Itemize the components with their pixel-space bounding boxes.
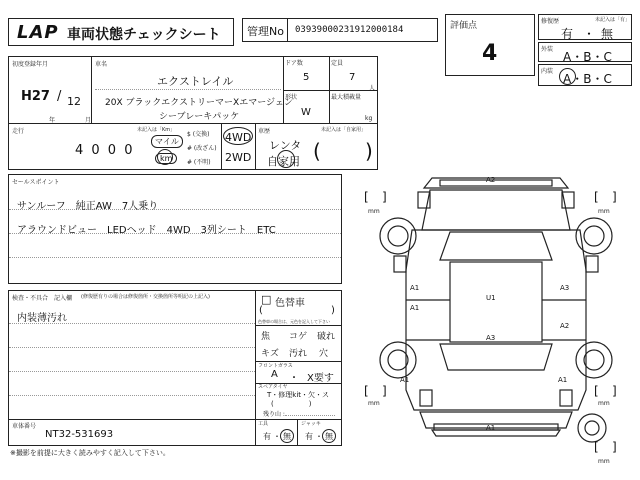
tire-front-right-bracket-close: ] — [612, 190, 617, 204]
damage-right-quarter: A1 — [558, 376, 568, 384]
usage-paren-close: ) — [365, 139, 373, 163]
windshield-a: A — [271, 369, 278, 380]
tire-front-left-bracket-close: ] — [382, 190, 387, 204]
exterior-grade: A・B・C — [563, 50, 612, 64]
capacity-label: 定員 — [331, 60, 344, 67]
tire-rear-right-mm: mm — [598, 400, 610, 407]
drive-4wd: 4WD — [225, 131, 252, 144]
tools-no: 無 — [283, 432, 291, 441]
stain-dirt: 汚れ — [289, 349, 308, 359]
chassis-label: 車体番号 — [12, 423, 37, 430]
unit-note: 未記入は「Km」 — [137, 127, 176, 133]
windshield-dot: ・ — [289, 373, 299, 384]
doors-label: ドア数 — [285, 60, 303, 67]
stain-grid — [255, 327, 341, 361]
windshield-x: X要す — [307, 373, 334, 384]
jack-no: 無 — [325, 432, 333, 441]
remaining-tread-label: 残り山 : — [263, 411, 285, 418]
tools-yes: 有 — [263, 432, 271, 441]
stain-scratch: キズ — [261, 349, 279, 359]
year-unit: 年 — [49, 117, 56, 124]
interior-grade: A・B・C — [563, 72, 612, 86]
sheet-title: 車両状態チェックシート — [67, 27, 221, 43]
tire-spare-mm: mm — [598, 458, 610, 465]
damage-rear-bumper: A1 — [486, 424, 496, 432]
inspection-box: 検査・不具合 記入欄 (修復歴有りの場合は修復箇所・交換箇所等明記の上記入) 内装薄汚れ □ 色替車 ( ) 色替車の場合は、元色を記入して下さい 焦 コゲ 破れ キズ 汚れ 穴 フロントガラス A ・ X要す スペアタイヤ T・修理kit・欠・ス ( ) 残り山 : 車体番号 NT32-531693 工具 有 ・ 無 ジャッキ 有 ・ 無 — [8, 290, 342, 446]
damage-right-rear-door: A2 — [560, 322, 570, 330]
drive-2wd: 2WD — [225, 151, 252, 164]
drive-4wd-circle — [223, 127, 253, 145]
interior-grade-circle — [559, 68, 576, 85]
exterior-label: 外装 — [541, 46, 554, 53]
jack-no-circle — [322, 429, 336, 443]
registration-month: 12 — [67, 95, 81, 108]
mileage-value: 4 0 0 0 — [75, 143, 135, 158]
odometer-tampered: # (改ざん) — [187, 145, 217, 152]
score-value: 4 — [482, 41, 498, 66]
tools-no-circle — [280, 429, 294, 443]
sales-point-1: サンルーフ 純正AW 7人乗り — [17, 201, 159, 212]
tire-rear-left-bracket: [ — [364, 384, 369, 398]
inspection-note: (修復歴有りの場合は修復箇所・交換箇所等明記の上記入) — [81, 294, 210, 300]
management-label: 管理No — [247, 25, 284, 38]
odometer-replaced: $ (交換) — [187, 131, 210, 138]
spare-tire-paren: ( ) — [271, 400, 312, 408]
jack-label: ジャッキ — [301, 421, 321, 427]
first-registration-label: 初度登録年月 — [12, 61, 49, 68]
max-load-unit: kg — [365, 115, 373, 122]
usage-label: 車歴 — [258, 128, 271, 135]
color-change-note: 色替車の場合は、元色を記入して下さい — [258, 319, 330, 324]
sales-points-label: セールスポイント — [12, 179, 60, 186]
footer-note: ※撮影を前提に大きく読みやすく記入して下さい。 — [10, 449, 170, 457]
exterior-grade-box — [538, 42, 632, 62]
tire-spare-bracket-close: ] — [612, 440, 617, 454]
usage-private: 自家用 — [267, 155, 300, 168]
vehicle-info-table — [8, 56, 378, 170]
tire-spare-bracket: [ — [594, 440, 599, 454]
month-unit: 月 — [85, 117, 92, 124]
damage-left-rear-door: A1 — [410, 304, 420, 312]
repair-none: 無 — [601, 27, 614, 41]
jack-yes: 有 — [305, 432, 313, 441]
damage-left-quarter: A1 — [400, 376, 410, 384]
car-name-label: 車名 — [95, 61, 108, 68]
repair-note: 未記入は「有」 — [595, 17, 631, 23]
damage-roof: U1 — [486, 294, 496, 302]
stain-hole: 穴 — [319, 349, 329, 359]
damage-left-front-door: A1 — [410, 284, 420, 292]
management-box — [242, 18, 438, 42]
score-label: 評価点 — [450, 21, 478, 31]
mile-unit: マイル — [151, 135, 183, 148]
spare-tire-options: T・修理kit・欠・ス — [267, 391, 330, 399]
tire-front-left-bracket: [ — [364, 190, 369, 204]
damage-right-front-door: A3 — [560, 284, 570, 292]
km-circle — [157, 149, 173, 165]
repair-yes: 有 — [561, 27, 574, 41]
repair-sep: ・ — [583, 27, 596, 41]
capacity-value: 7 — [349, 72, 356, 83]
tire-rear-right-bracket: [ — [594, 384, 599, 398]
inspection-line-1: 内装薄汚れ — [17, 313, 67, 324]
interior-grade-box — [538, 64, 632, 86]
stain-burn: 焦 — [261, 332, 271, 342]
sales-point-2: アラウンドビュー LEDヘッド 4WD 3列シート ETC — [17, 225, 276, 236]
mileage-label: 走行 — [12, 128, 25, 135]
max-load-label: 最大積載量 — [331, 94, 362, 101]
repair-label: 修復歴 — [541, 18, 560, 25]
interior-label: 内装 — [541, 68, 554, 75]
odometer-unknown: # (不明) — [187, 159, 211, 166]
logo-box — [8, 18, 234, 46]
inspection-label: 検査・不具合 記入欄 — [12, 295, 73, 302]
tools-label: 工具 — [258, 421, 269, 427]
registration-era-year: H27 — [21, 89, 50, 104]
tire-front-right-bracket: [ — [594, 190, 599, 204]
stain-tear: 破れ — [317, 332, 336, 342]
shape-value: W — [301, 107, 311, 118]
tire-rear-left-bracket-close: ] — [382, 384, 387, 398]
damage-rear-glass: A3 — [486, 334, 496, 342]
tire-rear-left-mm: mm — [368, 400, 380, 407]
tire-front-right-mm: mm — [598, 208, 610, 215]
shape-label: 形状 — [285, 94, 298, 101]
damage-front-bumper: A2 — [486, 176, 496, 184]
registration-slash: / — [57, 89, 62, 104]
km-unit: km — [155, 153, 177, 164]
sales-points-box — [8, 174, 342, 284]
color-change-box: □ — [261, 293, 272, 306]
color-change-label: 色替車 — [275, 298, 305, 309]
car-outline-drawing — [360, 170, 636, 470]
usage-note: 未記入は「自家用」 — [321, 127, 367, 133]
doors-value: 5 — [303, 72, 310, 83]
tire-rear-right-bracket-close: ] — [612, 384, 617, 398]
chassis-number: NT32-531693 — [45, 429, 114, 440]
jack-dot: ・ — [315, 432, 323, 441]
score-box — [445, 14, 535, 76]
windshield-label: フロントガラス — [258, 363, 293, 369]
grade-line-2: シーブレーキパッケ — [159, 112, 240, 122]
tire-front-left-mm: mm — [368, 208, 380, 215]
usage-paren-open: ( — [313, 139, 321, 163]
repair-history-box — [538, 14, 632, 40]
usage-private-circle — [277, 150, 295, 168]
car-diagram — [360, 170, 636, 470]
spare-tire-label: スペアタイヤ — [258, 384, 288, 390]
management-number: 03939000231912000184 — [295, 25, 404, 35]
usage-rental: レンタ — [269, 139, 302, 152]
logo: LAP — [17, 22, 59, 43]
stain-scorch: コゲ — [289, 332, 308, 342]
grade-line-1: 20X ブラックエクストリーマーXエマージェン — [105, 98, 293, 108]
tools-dot: ・ — [273, 432, 281, 441]
capacity-unit: 人 — [369, 85, 376, 92]
car-name: エクストレイル — [157, 75, 234, 88]
